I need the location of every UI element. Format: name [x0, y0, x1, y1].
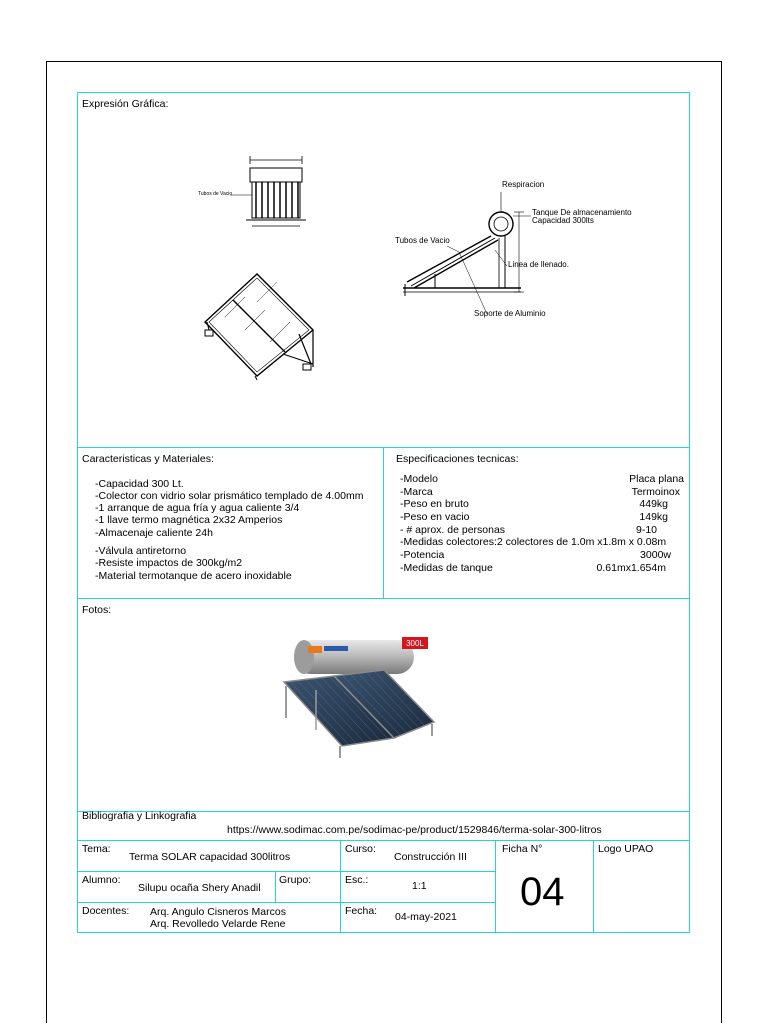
caracteristica-item: -Capacidad 300 Lt.: [95, 478, 184, 490]
alumno-label: Alumno:: [82, 874, 121, 886]
ficha-number: 04: [520, 870, 565, 914]
spec-value: 3000w: [640, 549, 671, 561]
spec-label: -Medidas de tanque: [400, 562, 493, 574]
spec-label: -Peso en vacio: [400, 511, 470, 523]
spec-label: -Peso en bruto: [400, 498, 469, 510]
product-photo: [276, 630, 452, 762]
side-view-drawing: [395, 180, 675, 330]
label-tanque-2: Capacidad 300lts: [532, 216, 594, 225]
fecha-label: Fecha:: [345, 905, 378, 917]
esc-label: Esc.:: [345, 874, 369, 886]
spec-label: - # aprox. de personas: [400, 524, 506, 536]
spec-label: -Potencia: [400, 549, 445, 561]
curso-label: Curso:: [345, 843, 376, 855]
grupo-label: Grupo:: [279, 874, 312, 886]
label-tubos-small: Tubos de Vacio: [198, 191, 233, 197]
label-linea: Linea de llenado.: [508, 260, 569, 269]
docente-1: Arq. Angulo Cisneros Marcos: [150, 906, 286, 918]
label-respiracion: Respiracion: [502, 180, 545, 189]
label-tanque-1: Tanque De almacenamiento: [532, 208, 632, 217]
label-tubos: Tubos de Vacio: [395, 236, 450, 245]
tema-label: Tema:: [82, 843, 111, 855]
esc-value: 1:1: [412, 880, 427, 892]
docente-2: Arq. Revolledo Velarde Rene: [150, 918, 286, 930]
badge-300l: 300L: [406, 639, 424, 648]
caracteristica-item: -Válvula antiretorno: [95, 545, 187, 557]
spec-value: 449kg: [639, 498, 668, 510]
fotos-title: Fotos:: [82, 604, 112, 616]
especificaciones-title: Especificaciones tecnicas:: [396, 453, 519, 465]
isometric-drawing: [195, 272, 325, 382]
caracteristicas-title: Caracteristicas y Materiales:: [82, 453, 214, 465]
spec-value: 9-10: [635, 524, 657, 536]
bibliografia-url[interactable]: https://www.sodimac.com.pe/sodimac-pe/product/1529846/terma-solar-300-litros: [227, 824, 602, 836]
tema-value: Terma SOLAR capacidad 300litros: [129, 851, 291, 863]
ficha-label: Ficha N°: [502, 843, 543, 855]
caracteristica-item: -Almacenaje caliente 24h: [95, 527, 213, 539]
caracteristica-item: -Colector con vidrio solar prismático templado de 4.00mm: [95, 490, 364, 502]
docentes-label: Docentes:: [82, 905, 130, 917]
spec-value: 0.61mx1.654m: [596, 562, 666, 574]
alumno-value: Silupu ocaña Shery Anadil: [138, 882, 261, 894]
caracteristica-item: -1 arranque de agua fría y agua caliente 3/4: [95, 502, 300, 514]
caracteristica-item: -Material termotanque de acero inoxidable: [95, 570, 292, 582]
spec-label: -Medidas colectores:2 colectores de 1.0m x1.8m x 0.08m: [400, 536, 667, 548]
spec-value: 149kg: [639, 511, 668, 523]
label-soporte: Soporte de Aluminio: [474, 309, 546, 318]
spec-value: Placa plana: [629, 473, 684, 485]
spec-label: -Marca: [400, 486, 433, 498]
bibliografia-title: Bibliografia y Linkografia: [82, 810, 197, 822]
caracteristica-item: -Resiste impactos de 300kg/m2: [95, 557, 243, 569]
caracteristica-item: -1 llave termo magnética 2x32 Amperios: [95, 514, 283, 526]
logo-upao: Logo UPAO: [598, 843, 654, 855]
spec-label: -Modelo: [400, 473, 438, 485]
spec-value: Termoinox: [631, 486, 680, 498]
fecha-value: 04-may-2021: [395, 911, 457, 923]
grafica-title: Expresión Gráfica:: [82, 98, 169, 110]
curso-value: Construcción III: [394, 851, 467, 863]
